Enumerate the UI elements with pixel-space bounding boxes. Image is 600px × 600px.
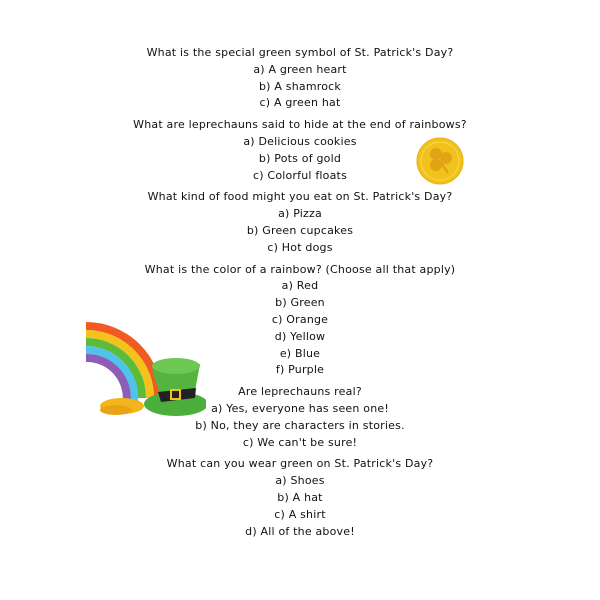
answer-option: a) Delicious cookies bbox=[243, 134, 357, 148]
question-text: What are leprechauns said to hide at the end of rainbows? bbox=[133, 118, 467, 132]
answer-option: a) Red bbox=[281, 279, 319, 293]
answer-option: b) Green bbox=[275, 296, 325, 310]
question-text: What can you wear green on St. Patrick's Day? bbox=[166, 457, 434, 471]
answer-option: c) Hot dogs bbox=[267, 240, 333, 254]
answer-option: a) Shoes bbox=[275, 474, 325, 488]
quiz bbox=[0, 45, 600, 545]
question-block bbox=[0, 456, 600, 540]
question-block bbox=[0, 45, 600, 112]
answer-option: d) Yellow bbox=[274, 329, 326, 343]
answer-option: a) Pizza bbox=[278, 207, 322, 221]
answer-option: d) All of the above! bbox=[245, 524, 355, 538]
rainbow-leprechaun-hat-illustration bbox=[86, 318, 206, 422]
answer-option: c) A green hat bbox=[259, 96, 341, 110]
question-text: What kind of food might you eat on St. Patrick's Day? bbox=[147, 190, 453, 204]
answer-option: c) Orange bbox=[271, 312, 329, 326]
answer-option: c) A shirt bbox=[274, 507, 326, 521]
answer-option: e) Blue bbox=[279, 346, 321, 360]
gold-coin-shamrock-icon bbox=[416, 137, 464, 185]
question-block bbox=[0, 117, 600, 184]
question-text: What is the color of a rainbow? (Choose all that apply) bbox=[144, 262, 456, 276]
answer-option: f) Purple bbox=[275, 363, 325, 377]
answer-option: b) No, they are characters in stories. bbox=[195, 418, 405, 432]
answer-option: b) Pots of gold bbox=[258, 151, 342, 165]
answer-option: b) Green cupcakes bbox=[246, 223, 354, 237]
question-text: Are leprechauns real? bbox=[238, 385, 362, 399]
question-block bbox=[0, 189, 600, 256]
question-text: What is the special green symbol of St. Patrick's Day? bbox=[146, 46, 454, 59]
answer-option: b) A hat bbox=[277, 490, 323, 504]
answer-option: a) Yes, everyone has seen one! bbox=[211, 401, 389, 415]
answer-option: c) We can't be sure! bbox=[242, 435, 358, 449]
answer-option: c) Colorful floats bbox=[253, 168, 347, 182]
answer-option: a) A green heart bbox=[253, 62, 347, 76]
answer-option: b) A shamrock bbox=[259, 79, 341, 93]
